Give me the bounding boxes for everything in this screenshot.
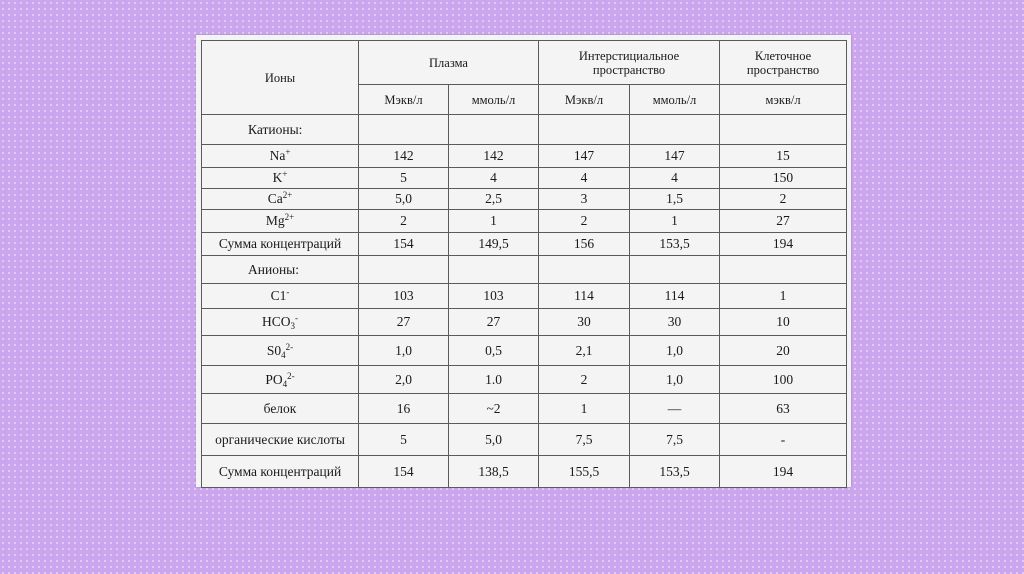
anion-rows [202,284,847,456]
table-row [202,189,847,210]
header-plasma: Плазма [359,41,539,85]
header-ions: Ионы [202,41,359,115]
table-cell: 3 [539,189,630,210]
table-cell: 1.0 [449,366,539,394]
table-cell: 5 [359,168,449,189]
unit-header: ммоль/л [630,85,720,115]
table-cell: 1 [720,284,847,309]
table-cell: 2 [359,210,449,233]
table-cell: 1 [539,394,630,424]
table-cell: 1,0 [630,366,720,394]
table-cell: 2 [539,366,630,394]
table-cell: 194 [720,456,847,488]
table-cell: 149,5 [449,233,539,256]
cations-label: Катионы: [202,115,359,145]
section-row-cations [202,115,847,145]
unit-header: Мэкв/л [359,85,449,115]
ion-concentration-table [201,40,847,488]
unit-header: Мэкв/л [539,85,630,115]
table-cell: 154 [359,233,449,256]
table-cell: 5 [359,424,449,456]
table-cell: 142 [449,145,539,168]
table-cell: 5,0 [359,189,449,210]
table-cell: 2,0 [359,366,449,394]
anions-total-label: Сумма концентраций [202,456,359,488]
header-interstitial-line1: Интерстициальное [578,48,680,63]
table-cell: 15 [720,145,847,168]
table-cell: 2 [720,189,847,210]
ion-label [202,168,359,189]
header-cellular-line1: Клеточное [754,48,812,63]
table-cell: 1,0 [359,336,449,366]
ion-charge: 2- [287,370,295,381]
table-cell: 1 [630,210,720,233]
ion-charge: + [285,147,291,157]
ion-label [202,309,359,336]
table-cell: 5,0 [449,424,539,456]
table-cell: 114 [539,284,630,309]
table-cell: 20 [720,336,847,366]
table-row [202,168,847,189]
ion-label [202,336,359,366]
table-cell: 27 [720,210,847,233]
table-cell: 138,5 [449,456,539,488]
ion-label [202,284,359,309]
table-cell: 194 [720,233,847,256]
table-cell: 100 [720,366,847,394]
table-cell: 27 [449,309,539,336]
table-cell: 1,0 [630,336,720,366]
ion-label [202,210,359,233]
table-cell: 0,5 [449,336,539,366]
ion-symbol: C1 [270,288,287,303]
header-row-main [202,41,847,85]
table-cell: 153,5 [630,456,720,488]
table-cell: 27 [359,309,449,336]
table-cell: - [720,424,847,456]
ion-symbol: Na [269,148,286,163]
table-cell: 103 [359,284,449,309]
cation-rows [202,145,847,233]
table-cell: 1,5 [630,189,720,210]
table-cell: ~2 [449,394,539,424]
ion-symbol: HCO [261,314,291,329]
anions-total-row [202,456,847,488]
ion-charge: 2+ [282,190,293,200]
table-cell: 142 [359,145,449,168]
cations-total-label: Сумма концентраций [202,233,359,256]
table-cell: 154 [359,456,449,488]
table-cell: 103 [449,284,539,309]
table-row [202,284,847,309]
ion-charge: - [286,287,290,297]
table-cell: 4 [539,168,630,189]
ion-charge: - [295,313,298,323]
ion-subscript: 3 [290,321,295,331]
section-row-anions [202,256,847,284]
header-cellular [720,41,847,85]
ion-symbol: S0 [266,342,282,358]
table-cell: 147 [630,145,720,168]
header-interstitial [539,41,720,85]
table-card [196,35,851,487]
table-cell: 10 [720,309,847,336]
table-row [202,424,847,456]
anions-label: Анионы: [202,256,359,284]
ion-subscript: 4 [282,378,288,389]
table-row [202,145,847,168]
table-cell: 30 [630,309,720,336]
ion-symbol: органические кислоты [215,431,345,447]
table-cell: — [630,394,720,424]
ion-label [202,145,359,168]
table-row [202,309,847,336]
table-cell: 63 [720,394,847,424]
ion-charge: + [282,169,288,179]
table-row [202,394,847,424]
table-cell: 30 [539,309,630,336]
ion-label [202,424,359,456]
ion-symbol: Mg [265,213,285,228]
table-cell: 150 [720,168,847,189]
table-row [202,336,847,366]
table-cell: 7,5 [630,424,720,456]
table-cell: 2 [539,210,630,233]
unit-header: ммоль/л [449,85,539,115]
header-interstitial-line2: пространство [592,62,666,77]
table-cell: 4 [449,168,539,189]
header-cellular-line2: пространство [746,62,820,77]
table-row [202,210,847,233]
table-cell: 156 [539,233,630,256]
ion-label [202,394,359,424]
table-cell: 155,5 [539,456,630,488]
ion-label [202,189,359,210]
unit-header: мэкв/л [720,85,847,115]
ion-symbol: Ca [267,191,283,206]
cations-total-row [202,233,847,256]
table-cell: 4 [630,168,720,189]
table-cell: 114 [630,284,720,309]
ion-charge: 2- [285,341,294,352]
ion-symbol: K [272,170,283,185]
ion-label [202,366,359,394]
ion-subscript: 4 [281,349,286,360]
table-cell: 7,5 [539,424,630,456]
table-cell: 16 [359,394,449,424]
table-cell: 2,1 [539,336,630,366]
ion-symbol: PO [265,371,283,387]
table-cell: 153,5 [630,233,720,256]
table-cell: 2,5 [449,189,539,210]
table-row [202,366,847,394]
ion-charge: 2+ [284,212,295,222]
table-cell: 147 [539,145,630,168]
ion-symbol: белок [263,400,297,416]
table-cell: 1 [449,210,539,233]
